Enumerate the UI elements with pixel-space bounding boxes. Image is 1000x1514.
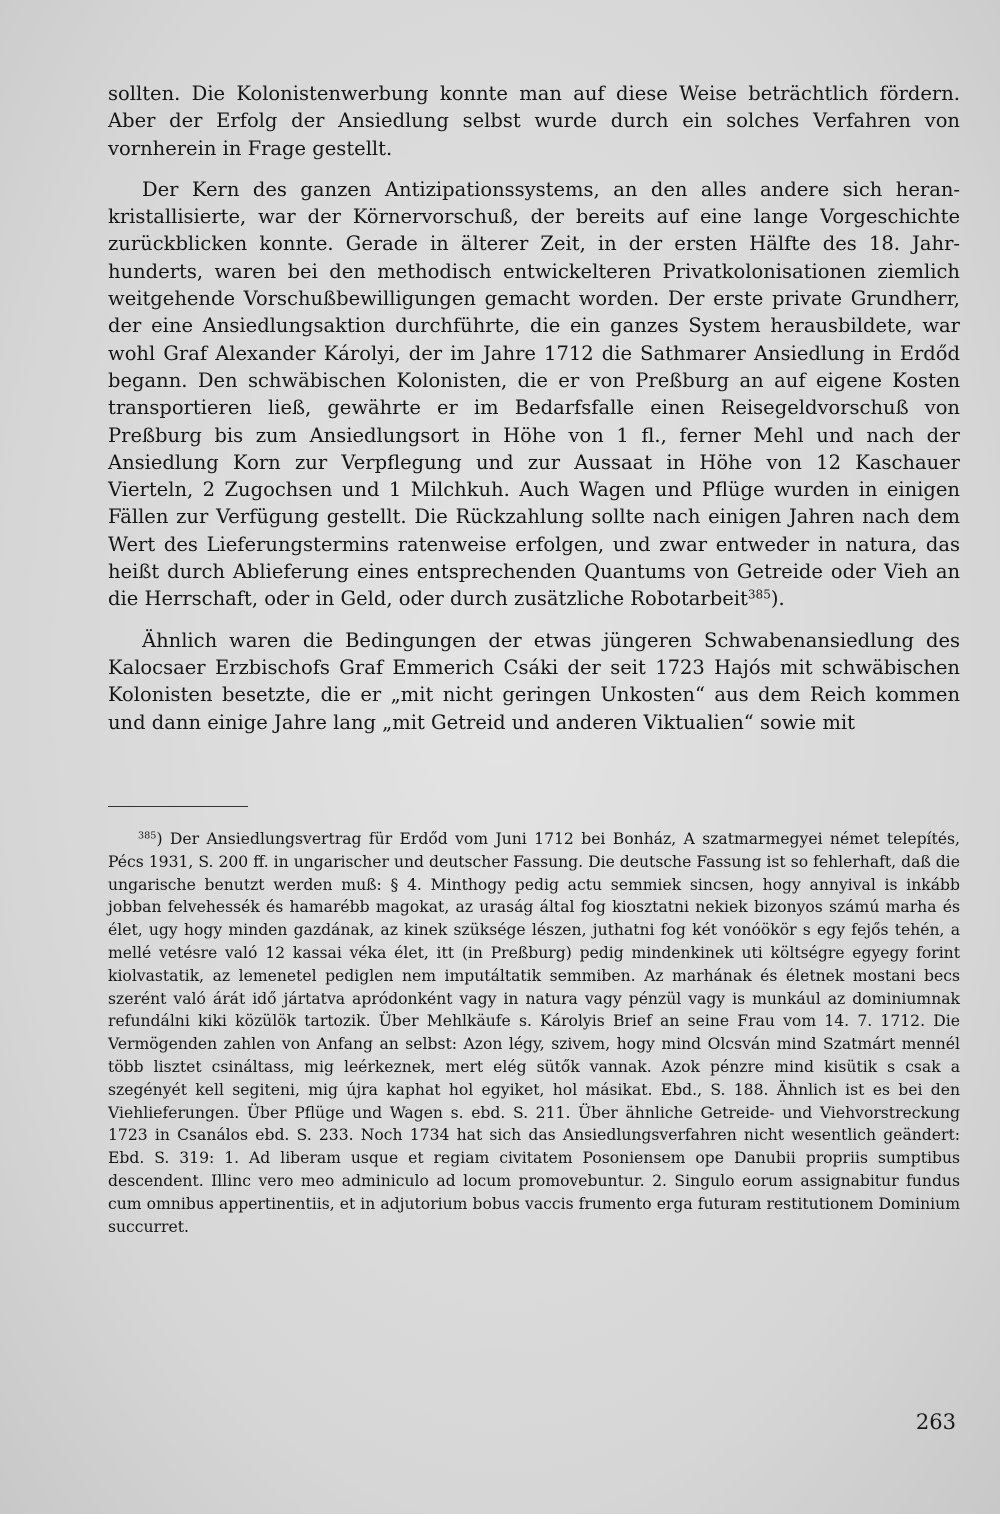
- main-text: [108, 80, 960, 736]
- paragraph-2-text: Der Kern des ganzen Antizipationssystems, an den alles andere sich herankristallisierte, war der Körnervorschuß, der bereits auf eine lange Vorgeschichte zurückblicken konnte. Gerade in älterer Zeit, in der ersten Hälfte des 18. Jahrhunderts, waren bei den methodisch entwickelteren Privatkolonisationen ziemlich weitgehende Vorschußbewilligungen gemacht worden. Der erste private Grundherr, der eine Ansiedlungsaktion durchführte, die ein ganzes System herausbildete, war wohl Graf Alexander Károlyi, der im Jahre 1712 die Sathmarer Ansiedlung in Erdőd begann. Den schwäbischen Kolonisten, die er von Preßburg an auf eigene Kosten transportieren ließ, gewährte er im Bedarfsfalle einen Reisegeldvorschuß von Preßburg bis zum Ansiedlungsort in Höhe von 1 fl., ferner Mehl und nach der Ansiedlung Korn zur Verpflegung und zur Aussaat in Höhe von 12 Kaschauer Vierteln, 2 Zugochsen und 1 Milchkuh. Auch Wagen und Pflüge wurden in einigen Fällen zur Verfügung gestellt. Die Rückzahlung sollte nach einigen Jahren nach dem Wert des Lieferungstermins ratenweise erfolgen, und zwar entweder in natura, das heißt durch Ablieferung eines entsprechenden Quantums von Getreide oder Vieh an die Herrschaft, oder in Geld, oder durch zusätzliche Robotarbeit: [108, 177, 960, 611]
- paragraph-3-text: Ähnlich waren die Bedingungen der etwas jüngeren Schwabenansiedlung des Kalocsaer Erzbischofs Graf Emmerich Csáki der seit 1723 Hajós mit schwäbischen Kolonisten besetzte, die er „mit nicht geringen Unkosten“ aus dem Reich kommen und dann einige Jahre lang „mit Getreid und anderen Viktualien“ sowie mit: [108, 628, 960, 734]
- footnote-separator: [108, 806, 248, 807]
- paragraph-3: [108, 627, 960, 736]
- paragraph-2-text-end: ).: [770, 587, 785, 611]
- paragraph-1-text: sollten. Die Kolonistenwerbung konnte man auf diese Weise beträchtlich fördern. Aber der Erfolg der Ansiedlung selbst wurde durch ein solches Verfahren von vornherein in Frage gestellt.: [108, 82, 960, 160]
- footnote-paragraph: [108, 828, 960, 1238]
- footnote-reference: 385: [747, 587, 771, 602]
- footnote-number: 385: [138, 830, 157, 842]
- footnote: [108, 828, 960, 1238]
- footnote-text: ) Der Ansiedlungsvertrag für Erdőd vom Juni 1712 bei Bonház, A szatmarmegyei német telepítés, Pécs 1931, S. 200 ff. in ungarischer und deutscher Fassung. Die deutsche Fassung ist so fehlerhaft, daß die ungarische benutzt werden muß: § 4. Minthogy pedig actu semmiek sincsen, hogy annyival is inkább jobban felvehessék és hamarébb magokat, az uraság által fog kiosztatni nekiek bizonyos számú marha és élet, ugy hogy minden gazdának, az kinek szüksége lészen, juthatni fog két vonóökör s egy fejős tehén, a mellé vetésre való 12 kassai véka élet, itt (in Preßburg) pedig mindenkinek uti költségre egyegy forint kiolvastatik, az lemenetel pediglen nem imputáltatik semmiben. Az marhának és életnek mostani becs szerént való árát idő jártatva apródonként vagy in natura vagy pénzül vagy is munkául az dominiumnak refundálni kiki közülök tartozik. Über Mehlkäufe s. Károlyis Brief an seine Frau vom 14. 7. 1712. Die Vermögenden zahlen von Anfang an selbst: Azon légy, szivem, hogy mind Olcsván mind Szatmárt mennél több lisztet csináltass, mig leérkeznek, mert elég sütők vannak. Azok pénzre mind kisütik s csak a szegényét kell segiteni, mig újra kaphat hol egyiket, hol másikat. Ebd., S. 188. Ähnlich ist es bei den Viehlieferungen. Über Pflüge und Wagen s. ebd. S. 211. Über ähnliche Getreide- und Viehvorstreckung 1723 in Csanálos ebd. S. 233. Noch 1734 hat sich das Ansiedlungsverfahren nicht wesentlich geändert: Ebd. S. 319: 1. Ad liberam usque et regiam civitatem Posoniensem ope Danubii propriis sumptibus descendent. Illinc vero meo adminiculo ad locum promovebuntur. 2. Singulo eorum assignabitur fundus cum omnibus appertinentiis, et in adjutorium bobus vaccis frumento erga futuram restitutionem Dominium succurret.: [108, 830, 960, 1236]
- paragraph-2: [108, 176, 960, 613]
- paragraph-1: [108, 80, 960, 162]
- page-number: 263: [915, 1410, 956, 1434]
